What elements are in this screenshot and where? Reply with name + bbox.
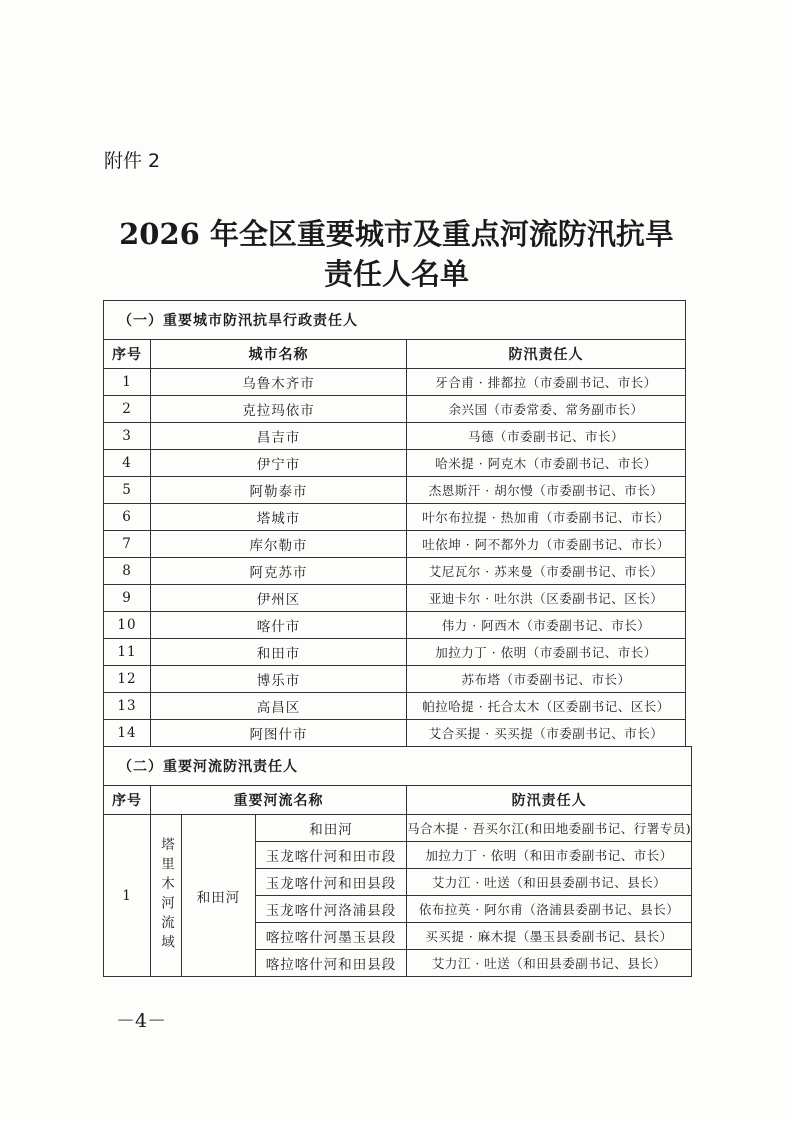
- table-row: [104, 477, 686, 504]
- table-row: [104, 504, 686, 531]
- cell-person: 杰恩斯汗 · 胡尔慢（市委副书记、市长）: [407, 477, 686, 504]
- cell-seq: 5: [104, 477, 151, 504]
- cell-person: 吐依坤 · 阿不都外力（市委副书记、市长）: [407, 531, 686, 558]
- table-row: [104, 531, 686, 558]
- cell-city: 阿图什市: [151, 720, 407, 747]
- cell-person: 艾力江 · 吐送（和田县委副书记、县长）: [407, 869, 692, 896]
- river-responsible-table: [103, 746, 692, 977]
- cell-river: 和田河: [182, 815, 256, 977]
- attachment-label: 附件 2: [104, 150, 161, 172]
- cell-person: 艾力江 · 吐送（和田县委副书记、县长）: [407, 950, 692, 977]
- cell-seq: 10: [104, 612, 151, 639]
- cell-person: 马德（市委副书记、市长）: [407, 423, 686, 450]
- table-row: [104, 585, 686, 612]
- cell-person: 余兴国（市委常委、常务副市长）: [407, 396, 686, 423]
- cell-segment: 喀拉喀什河墨玉县段: [256, 923, 407, 950]
- table-row: [104, 612, 686, 639]
- cell-person: 艾尼瓦尔 · 苏来曼（市委副书记、市长）: [407, 558, 686, 585]
- city-responsible-table: [103, 300, 686, 747]
- cell-city: 博乐市: [151, 666, 407, 693]
- header-seq: 序号: [104, 786, 151, 815]
- cell-seq: 7: [104, 531, 151, 558]
- cell-city: 乌鲁木齐市: [151, 369, 407, 396]
- table-row: [104, 666, 686, 693]
- cell-person: 伟力 · 阿西木（市委副书记、市长）: [407, 612, 686, 639]
- cell-seq: 3: [104, 423, 151, 450]
- table-row: [104, 639, 686, 666]
- cell-city: 伊宁市: [151, 450, 407, 477]
- cell-seq: 6: [104, 504, 151, 531]
- header-river: 重要河流名称: [151, 786, 407, 815]
- table-row: [104, 720, 686, 747]
- cell-person: 帕拉哈提 · 托合太木（区委副书记、区长）: [407, 693, 686, 720]
- cell-person: 加拉力丁 · 依明（市委副书记、市长）: [407, 639, 686, 666]
- cell-seq: 2: [104, 396, 151, 423]
- table-row: [104, 423, 686, 450]
- page-number: －4－: [116, 1010, 167, 1032]
- cell-city: 伊州区: [151, 585, 407, 612]
- cell-city: 塔城市: [151, 504, 407, 531]
- cell-seq: 9: [104, 585, 151, 612]
- cell-seq: 8: [104, 558, 151, 585]
- cell-city: 和田市: [151, 639, 407, 666]
- header-person: 防汛责任人: [407, 786, 692, 815]
- cell-city: 高昌区: [151, 693, 407, 720]
- cell-seq: 14: [104, 720, 151, 747]
- table-row: [104, 815, 692, 842]
- cell-person: 牙合甫 · 排都拉（市委副书记、市长）: [407, 369, 686, 396]
- cell-person: 艾合买提 · 买买提（市委副书记、市长）: [407, 720, 686, 747]
- cell-city: 阿克苏市: [151, 558, 407, 585]
- cell-person: 依布拉英 · 阿尔甫（洛浦县委副书记、县长）: [407, 896, 692, 923]
- cell-city: 克拉玛依市: [151, 396, 407, 423]
- cell-segment: 喀拉喀什河和田县段: [256, 950, 407, 977]
- cell-city: 喀什市: [151, 612, 407, 639]
- cell-city: 昌吉市: [151, 423, 407, 450]
- cell-person: 亚迪卡尔 · 吐尔洪（区委副书记、区长）: [407, 585, 686, 612]
- cell-person: 苏布塔（市委副书记、市长）: [407, 666, 686, 693]
- cell-person: 哈米提 · 阿克木（市委副书记、市长）: [407, 450, 686, 477]
- cell-basin: 塔里木河流域: [151, 815, 182, 977]
- cell-city: 阿勒泰市: [151, 477, 407, 504]
- table-row: [104, 450, 686, 477]
- table-row: [104, 558, 686, 585]
- header-city: 城市名称: [151, 340, 407, 369]
- cell-segment: 玉龙喀什河和田市段: [256, 842, 407, 869]
- header-seq: 序号: [104, 340, 151, 369]
- cell-seq: 4: [104, 450, 151, 477]
- cell-segment: 和田河: [256, 815, 407, 842]
- section1-heading: （一）重要城市防汛抗旱行政责任人: [104, 301, 686, 340]
- cell-seq: 1: [104, 369, 151, 396]
- cell-city: 库尔勒市: [151, 531, 407, 558]
- header-person: 防汛责任人: [407, 340, 686, 369]
- cell-seq: 1: [104, 815, 151, 977]
- cell-segment: 玉龙喀什河洛浦县段: [256, 896, 407, 923]
- table-row: [104, 396, 686, 423]
- cell-person: 买买提 · 麻木提（墨玉县委副书记、县长）: [407, 923, 692, 950]
- cell-segment: 玉龙喀什河和田县段: [256, 869, 407, 896]
- table-row: [104, 693, 686, 720]
- section2-heading: （二）重要河流防汛责任人: [104, 747, 692, 786]
- table-row: [104, 369, 686, 396]
- cell-person: 加拉力丁 · 依明（和田市委副书记、市长）: [407, 842, 692, 869]
- document-title-line1: 2026 年全区重要城市及重点河流防汛抗旱: [119, 217, 674, 251]
- cell-seq: 13: [104, 693, 151, 720]
- document-title-line2: 责任人名单: [323, 257, 469, 291]
- cell-person: 叶尔布拉提 · 热加甫（市委副书记、市长）: [407, 504, 686, 531]
- cell-seq: 11: [104, 639, 151, 666]
- cell-person: 马合木提 · 吾买尔江(和田地委副书记、行署专员): [407, 815, 692, 842]
- cell-seq: 12: [104, 666, 151, 693]
